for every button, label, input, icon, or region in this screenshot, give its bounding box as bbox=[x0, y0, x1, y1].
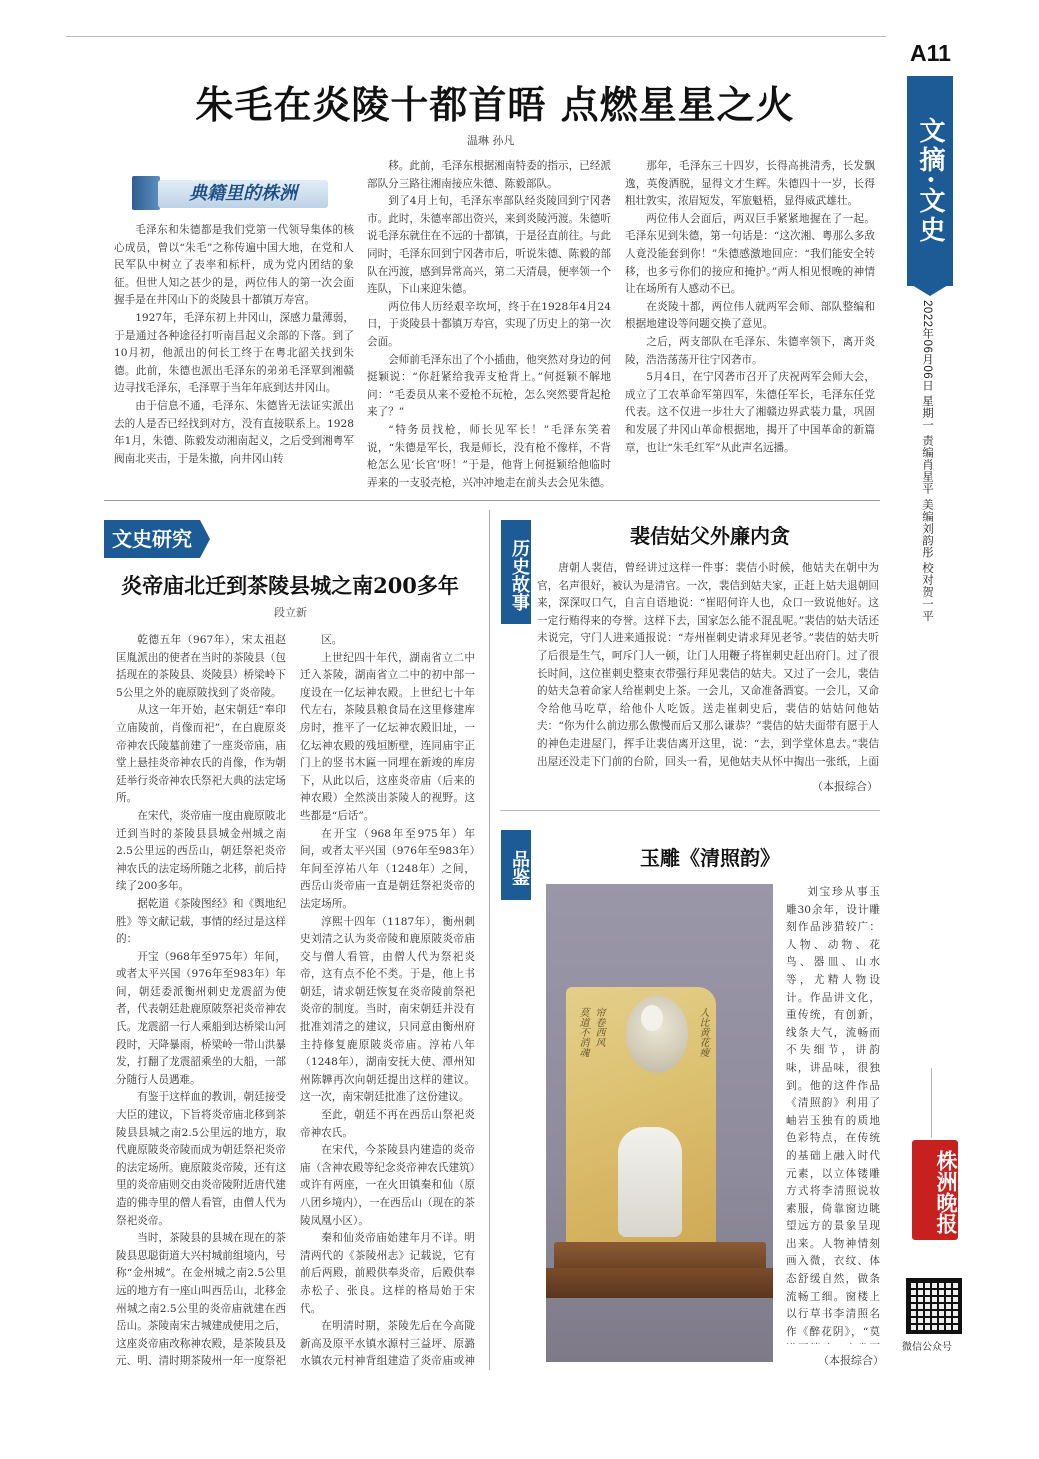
paragraph: 区。 bbox=[321, 634, 343, 646]
paragraph: 5月4日，在宁冈砻市召开了庆祝两军会师大会，成立了工农革命军第四军，朱德任军长，毛泽东任党代表。这不仅进一步壮大了湘赣边界武装力量，巩固和发展了井冈山革命根据地，揭开了中国革命的新篇章，也让“朱毛红军”从此声名远播。 bbox=[625, 371, 875, 454]
paragraph: 至此，朝廷不再在西岳山祭祀炎帝神农氏。 bbox=[300, 1109, 475, 1139]
issue-info: 2022年06月06日 星期一 责编肖星平 美编刘韵彤 校对贺一平 bbox=[921, 300, 933, 622]
paragraph: 两位伟人会面后，两双巨手紧紧地握在了一起。毛泽东见到朱德，第一句话是：“这次湘、粤那么多敌人竟没能套到你！”朱德感激地回应：“我们能安全转移，也多亏你们的接应和掩护。”两人相见恨晚的神情让在场所有人感动不已。 bbox=[625, 212, 875, 296]
history-research-tag: 文史研究 bbox=[104, 520, 200, 558]
section-divider bbox=[104, 500, 880, 501]
wooden-stand-base bbox=[546, 1268, 773, 1298]
history-research-column-1 bbox=[116, 632, 286, 1372]
column-divider bbox=[489, 510, 490, 1370]
page-number: A11 bbox=[910, 40, 951, 66]
engraved-poem: 莫道不消魂 bbox=[577, 1007, 588, 1057]
history-research-author: 段立新 bbox=[274, 606, 307, 619]
paragraph: 到了4月上旬，毛泽东率部队经炎陵回到宁冈砻市。此时，朱德率部出资兴，来到炎陵沔渡。朱德听说毛泽东就住在不远的十都镇，于是径直前往。与此同时，毛泽东回到宁冈砻市后，听说朱德、陈毅的部队在沔渡，感到异常高兴，第二天清晨，便率领一个连队，下山来迎朱德。 bbox=[367, 195, 611, 296]
paragraph: 有鉴于这样血的教训，朝廷接受大臣的建议，下旨将炎帝庙北移到茶陵县县城之南2.5公里远的地方，取代鹿原陂炎帝陵而成为朝廷祭祀炎帝的法定场所。鹿原陂炎帝陵，还有这里的炎帝庙则交由炎帝陵附近唐代建造的佛寺里的僧人看管，由僧人代为祭祀炎帝。 bbox=[116, 1091, 286, 1227]
carved-figure bbox=[618, 1127, 682, 1237]
qr-code[interactable] bbox=[906, 1278, 962, 1334]
paragraph: 据乾道《茶陵图经》和《舆地纪胜》等文献记载，事情的经过是这样的： bbox=[116, 897, 286, 946]
paragraph: 移。此前，毛泽东根据湘南特委的指示，已经派部队分三路往湘南接应朱德、陈毅部队。 bbox=[367, 160, 611, 190]
appraisal-tag: 品鉴 bbox=[501, 830, 531, 900]
book-icon bbox=[132, 176, 160, 210]
jade-slab bbox=[566, 987, 716, 1249]
paragraph: 在宋代，今茶陵县内建造的炎帝庙（含神农殿等纪念炎帝神农氏建筑）或许有两座，一在火田镇秦和仙（原八团乡境内），一在西岳山（现在的茶陵凤凰小区）。 bbox=[300, 1144, 475, 1227]
paragraph: 在明清时期，茶陵先后在今高陇新高及原平水镇水源村三益坪、原潞水镇农元村神背组建造了炎帝庙或神 bbox=[300, 1320, 475, 1368]
main-article-column-2 bbox=[367, 158, 611, 490]
main-article-column-1 bbox=[114, 222, 354, 490]
history-story-credit: （本报综合） bbox=[812, 780, 878, 793]
history-research-tag-tip bbox=[200, 520, 210, 558]
section-divider bbox=[500, 810, 880, 811]
paragraph: 唐朝人裴佶，曾经讲过这样一件事：裴佶小时候，他姑夫在朝中为官，名声很好，被认为是清官。一次，裴佶到姑夫家，正赶上姑夫退朝回来，深深叹口气，自言自语地说：“崔昭何许人也，众口一致说他好。这一定行贿得来的夸誉。这样下去，国家怎么能不混乱呢。”裴佶的姑夫话还未说完，守门人进来通报说：“寿州崔刺史请求拜见老爷。”裴佶的姑夫听了后很是生气，呵斥门人一顿，让门人用鞭子将崔刺史赶出府门。过了很长时间，这位崔刺史整束衣带强行拜见裴佶的姑夫。又过了一会儿，裴佶的姑夫急着命家人给崔刺史上茶。一会儿，又命准备酒宴。一会儿，又命令给他马吃草，给他仆人吃饭。送走崔刺史后，裴佶的姑姑问他姑夫：“你为什么前边那么傲慢而后又那么谦恭？”裴佶的姑夫面带有愿于人的神色走进屋门，挥手让裴佶离开这里，说：“去，到学堂休息去。”裴佶出屋还没走下门前的台阶，回头一看，见他姑夫从怀中掏出一张纸，上面 bbox=[537, 562, 879, 768]
paragraph: “特务员找枪，师长见军长！”毛泽东笑着说，“朱德是军长，我是师长，没有枪不像样，不背枪怎么见‘长官’呀！”于是，他背上何挺颖给他临时弄来的一支驳壳枪，兴冲冲地走在前头去会见朱德。 bbox=[367, 423, 611, 489]
paragraph: 毛泽东和朱德都是我们党第一代领导集体的核心成员，曾以“朱毛”之称传遍中国大地，在党和人民军队中树立了表率和标杆，成为党内团结的象征。但世人知之甚少的是，两位伟人的第一次会面握手是在井冈山下的炎陵县十都镇万寿宫。 bbox=[114, 224, 354, 307]
history-story-tag: 历史故事 bbox=[501, 520, 531, 624]
paragraph: 秦和仙炎帝庙始建年月不详。明清两代的《茶陵州志》记载说，它有前后两殿，前殿供奉炎帝，后殿供奉赤松子、张良。这样的格局始于宋代。 bbox=[300, 1232, 475, 1315]
newspaper-logo-stamp: 株洲晚报 bbox=[912, 1140, 958, 1240]
paragraph: 之后，两支部队在毛泽东、朱德率领下，离开炎陵，浩浩荡荡开往宁冈砻市。 bbox=[625, 335, 875, 366]
column-logo-text: 典籍里的株洲 bbox=[158, 180, 328, 208]
paragraph: 在开宝（968年至975年）年间，或者太平兴国（976年至983年）年间至淳祐八年（1248年）之间，西岳山炎帝庙一直是朝廷祭祀炎帝的法定场所。 bbox=[300, 827, 475, 910]
paragraph: 1927年，毛泽东初上井冈山，深感力量薄弱，于是通过各种途径打听南昌起义余部的下落。到了10月初，他派出的何长工终于在粤北韶关找到朱德。此前，朱德也派出毛泽东的弟弟毛泽覃到湘赣边寻找毛泽东，毛泽覃于当年年底到达井冈山。 bbox=[114, 311, 354, 395]
paragraph: 从这一年开始，赵宋朝廷“奉印立庙陵前，肖像而祀”，在白鹿原炎帝神农氏陵墓前建了一座炎帝庙，庙堂上悬挂炎帝神农氏的肖像，作为朝廷举行炎帝神农氏祭祀大典的法定场所。 bbox=[116, 704, 286, 805]
history-story-title: 裴佶姑父外廉内贪 bbox=[630, 524, 790, 548]
paragraph: 当时，茶陵县的县城在现在的茶陵县思聪街道大兴村城前组境内，号称“金州城”。在金州城之南2.5公里远的地方有一座山叫西岳山，北移金州城之南2.5公里的炎帝庙就建在西岳山。茶陵南宋古城建成使用之后，这座炎帝庙改称神农殿，是茶陵县及元、明、清时期茶陵州一年一度祭祀 bbox=[116, 1232, 286, 1368]
main-article-column-3 bbox=[625, 158, 875, 490]
jade-carving-photo bbox=[546, 884, 773, 1362]
engraved-poem: 人比黄花瘦 bbox=[697, 1007, 708, 1057]
qr-code-label: 微信公众号 bbox=[902, 1342, 952, 1353]
paragraph: 在宋代，炎帝庙一度由鹿原陂北迁到当时的茶陵县县城金州城之南2.5公里远的西岳山，朝廷祭祀炎帝神农氏的法定场所随之北移，前后持续了200多年。 bbox=[116, 809, 286, 893]
paragraph: 在炎陵十都，两位伟人就两军会师、部队整编和根据地建设等问题交换了意见。 bbox=[625, 300, 875, 331]
main-headline: 朱毛在炎陵十都首晤 点燃星星之火 bbox=[195, 82, 795, 127]
engraved-poem: 帘卷西风 bbox=[593, 1007, 604, 1047]
decor-line bbox=[931, 1068, 932, 1138]
paragraph: 乾德五年（967年），宋太祖赵匡胤派出的使者在当时的茶陵县（包括现在的茶陵县、炎陵县）桥梁岭下5公里之外的鹿原陂找到了炎帝陵。 bbox=[116, 634, 286, 699]
section-label-tip bbox=[907, 282, 953, 296]
history-research-column-2 bbox=[300, 632, 475, 1372]
appraisal-title: 玉雕《清照韵》 bbox=[640, 846, 780, 870]
main-byline: 温琳 孙凡 bbox=[467, 134, 515, 147]
paragraph: 淳熙十四年（1187年），衡州刺史刘清之认为炎帝陵和鹿原陂炎帝庙交与僧人看管，由僧人代为祭祀炎帝，这有点不伦不类。于是，他上书朝廷，请求朝廷恢复在炎帝陵前祭祀炎帝的制度。当时，南宋朝廷并没有批准刘清之的建议，只同意由衡州府主持修复鹿原陂炎帝庙。淳祐八年（1248年），湖南安抚大使、潭州知州陈韡再次向朝廷提出这样的建议。这一次，南宋朝廷批准了这份建议。 bbox=[300, 915, 475, 1104]
paragraph: 上世纪四十年代，湖南省立二中迁入茶陵，湖南省立二中的初中部一度设在一亿坛神农殿。上世纪七十年代左右，茶陵县粮食局在这里修建库房时，推平了一亿坛神农殿旧址，一亿坛神农殿的残垣断壁，连同庙宇正门上的竖书木匾一同埋在新竣的库房下，从此以后，这座炎帝庙（后来的神农殿）全然淡出茶陵人的视野。这些都是“后话”。 bbox=[300, 651, 475, 822]
paragraph: 刘宝珍从事玉雕30余年，设计雕刻作品涉猎较广：人物、动物、花鸟、器皿、山水等，尤精人物设计。作品讲文化，重传统，有创新，线条大气，流畅而不失细节，讲韵味，讲品味，很独到。他的这件作品《清照韵》利用了岫岩玉独有的质地色彩特点，在传统的基础上融入时代元素，以立体镂雕方式将李清照说妆素服，倚靠窗边眺望远方的景象呈现出来。人物神情刻画入微，衣纹、体态舒缓自然，做条流畅工细。窗楼上以行草书李清照名作《醉花阴》，“莫 bbox=[786, 886, 880, 1338]
section-label: 文摘·文史 bbox=[907, 76, 953, 286]
history-research-title: 炎帝庙北迁到茶陵县城之南200多年 bbox=[121, 573, 459, 598]
paragraph: 会师前毛泽东出了个小插曲，他突然对身边的何挺颖说：“你赶紧给我弄支枪背上。”何挺颖不解地问：“毛委员从来不爱枪不玩枪，怎么突然要背起枪来了？” bbox=[367, 353, 611, 419]
figure-head bbox=[641, 1005, 663, 1031]
paragraph: 那年，毛泽东三十四岁，长得高挑清秀，长发飘逸，英俊洒脱，显得文才生辉。朱德四十一岁，长得粗壮敦实，浓眉短发，军旅魁梧，显得威武雄壮。 bbox=[625, 160, 875, 208]
paragraph: 开宝（968年至975年）年间，或者太平兴国（976年至983年）年间，朝廷委派衡州刺史龙震韶为使者，代表朝廷赴鹿原陂祭祀炎帝神农氏。龙震韶一行人乘船到达桥梁山河段时，天降暴雨，桥梁岭一带山洪暴发，打翻了龙震韶乘坐的大船，一部分随行人员遇难。 bbox=[116, 950, 286, 1086]
paragraph: 由于信息不通，毛泽东、朱德皆无法证实派出去的人是否已经找到对方，没有直接联系上。1928年1月，朱德、陈毅发动湘南起义，之后受到湘粤军阀南北夹击，于是朱撤，向井冈山转 bbox=[114, 399, 354, 465]
history-story-body bbox=[537, 560, 879, 770]
top-rule bbox=[66, 36, 886, 37]
appraisal-body bbox=[786, 884, 880, 1344]
column-logo bbox=[132, 174, 330, 212]
appraisal-credit: （本报综合） bbox=[818, 1354, 884, 1367]
paragraph: 两位伟人历经艰辛坎坷，终于在1928年4月24日，于炎陵县十都镇万寿宫，实现了历史上的第一次会面。 bbox=[367, 300, 611, 348]
